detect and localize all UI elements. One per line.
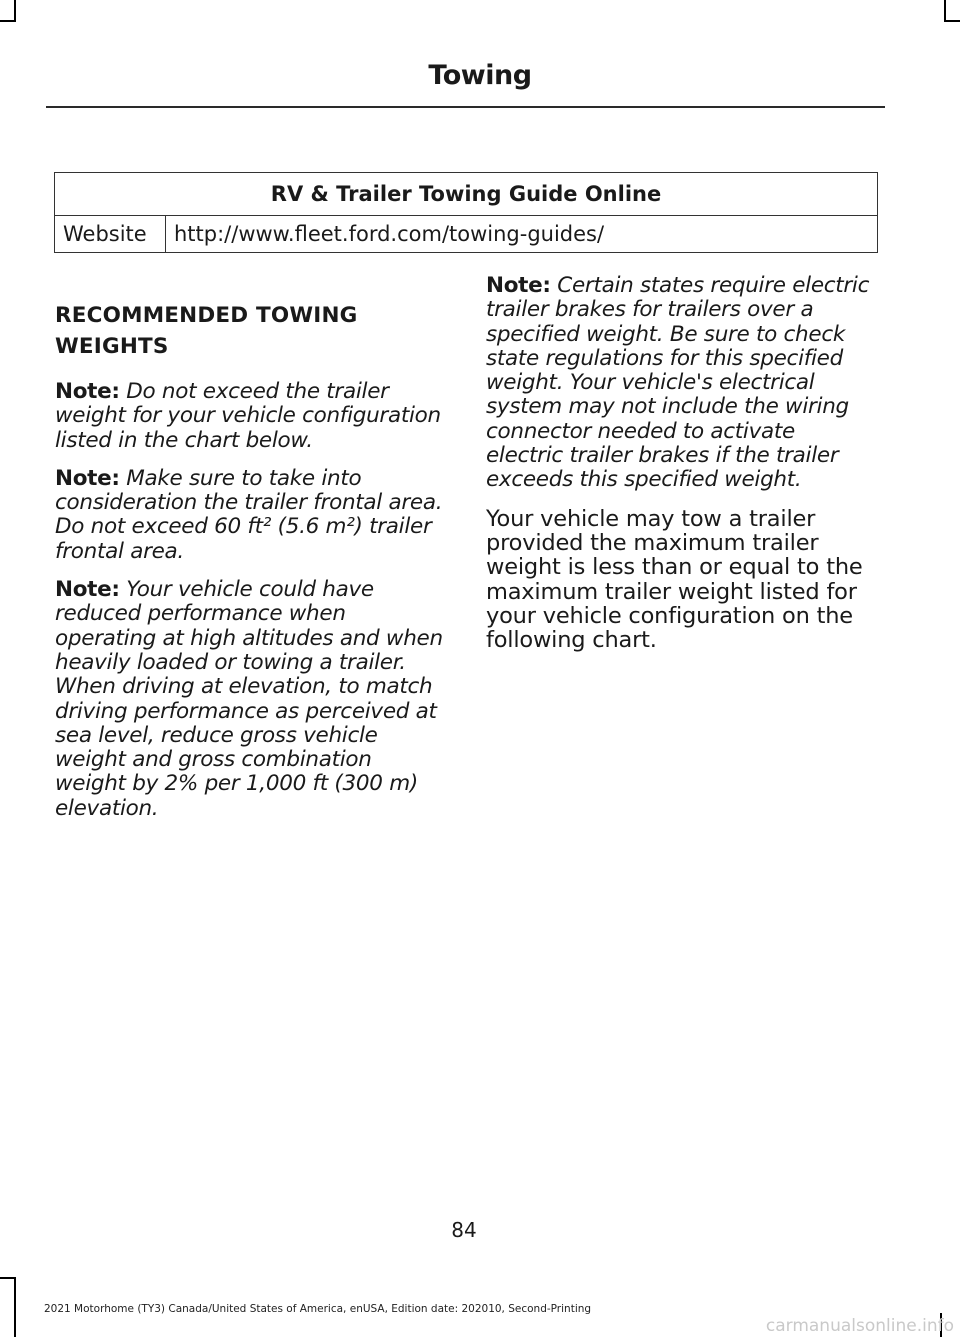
crop-mark bbox=[944, 0, 946, 22]
note-paragraph bbox=[55, 380, 447, 453]
crop-mark bbox=[14, 1277, 16, 1337]
page-title: Towing bbox=[428, 60, 532, 91]
crop-mark bbox=[0, 1277, 16, 1279]
note-label: Note: bbox=[486, 273, 551, 298]
watermark: carmanualsonline.info bbox=[765, 1316, 954, 1336]
website-link[interactable]: http://www.fleet.ford.com/towing-guides/ bbox=[166, 216, 878, 253]
body-paragraph: Your vehicle may tow a trailer provided the maximum trailer weight is less than or equal to the maximum trailer weight listed for your vehicle configuration on the following chart. bbox=[486, 505, 863, 654]
note-paragraph bbox=[55, 578, 447, 821]
section-heading: RECOMMENDED TOWING WEIGHTS bbox=[55, 303, 358, 359]
note-paragraph bbox=[55, 467, 447, 564]
note-label: Note: bbox=[55, 465, 120, 491]
note-text: Certain states require electric trailer brakes for trailers over a specified weight. Be sure to check state regulations for this specified weight. Your vehicle's electrical system may not include the wiring connector needed to activate electric trailer brakes if the trailer exceeds this specified weight. bbox=[486, 273, 870, 493]
note-label: Note: bbox=[55, 577, 120, 603]
header-divider bbox=[46, 106, 885, 108]
table-cell-label: Website bbox=[55, 216, 166, 253]
table-row bbox=[55, 216, 878, 253]
crop-mark bbox=[14, 0, 16, 22]
left-column bbox=[55, 300, 447, 835]
note-label: Note: bbox=[55, 379, 120, 404]
page-number: 84 bbox=[451, 1218, 477, 1242]
footer-text: 2021 Motorhome (TY3) Canada/United States of America, enUSA, Edition date: 202010, Second-Printing bbox=[44, 1303, 592, 1315]
crop-mark bbox=[944, 20, 960, 22]
note-paragraph bbox=[486, 274, 878, 493]
right-column bbox=[486, 274, 878, 666]
note-text: Make sure to take into consideration the trailer frontal area. Do not exceed 60 ft² (5.6 m²) trailer frontal area. bbox=[55, 465, 443, 564]
note-text: Do not exceed the trailer weight for your vehicle configuration listed in the chart below. bbox=[55, 379, 441, 453]
note-text: Your vehicle could have reduced performance when operating at high altitudes and when heavily loaded or towing a trailer. When driving at elevation, to match driving performance as perceived at sea level, reduce gross vehicle weight and gross combination weight by 2% per 1,000 ft (300 m) elevation. bbox=[55, 577, 443, 821]
towing-guide-table bbox=[54, 172, 878, 253]
table-title: RV & Trailer Towing Guide Online bbox=[55, 173, 878, 216]
crop-mark bbox=[0, 20, 16, 22]
